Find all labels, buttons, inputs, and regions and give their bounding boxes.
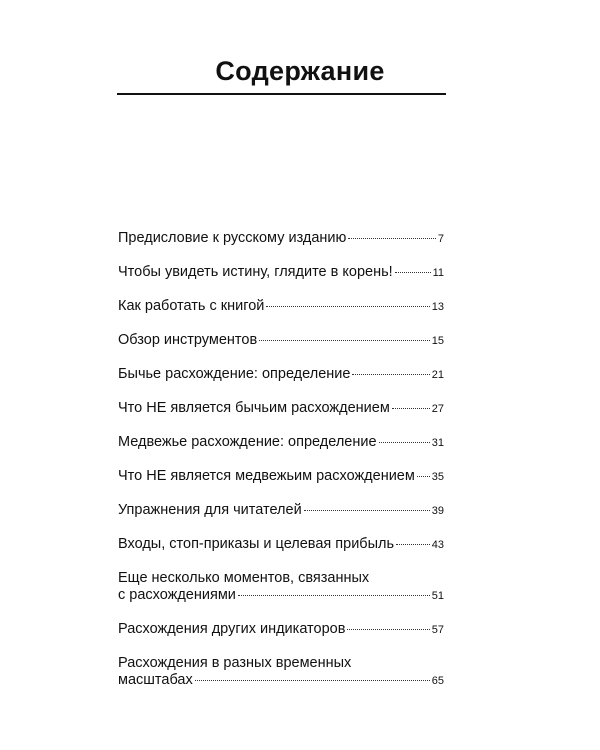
toc-entry[interactable] bbox=[118, 400, 444, 418]
toc-page-number: 65 bbox=[431, 675, 444, 687]
toc-entry-title: Упражнения для читателей bbox=[118, 502, 302, 518]
toc-entry-title: Предисловие к русскому изданию bbox=[118, 230, 347, 246]
toc-entry[interactable] bbox=[118, 468, 444, 486]
toc-entry-title: масштабах bbox=[118, 672, 193, 688]
toc-dot-leader bbox=[266, 306, 429, 307]
toc-entry-title: Бычье расхождение: определение bbox=[118, 366, 351, 382]
toc-entry[interactable] bbox=[118, 502, 444, 520]
toc-entry-title-line1: Расхождения в разных временных bbox=[118, 655, 352, 671]
table-of-contents bbox=[118, 230, 444, 706]
toc-entry[interactable] bbox=[118, 332, 444, 350]
toc-entry-title: Обзор инструментов bbox=[118, 332, 258, 348]
toc-dot-leader bbox=[396, 544, 430, 545]
toc-page-number: 35 bbox=[431, 471, 444, 483]
toc-entry-title: Чтобы увидеть истину, глядите в корень! bbox=[118, 264, 393, 280]
toc-page-number: 7 bbox=[437, 233, 444, 245]
title-underline bbox=[117, 93, 446, 95]
toc-dot-leader bbox=[238, 595, 430, 596]
toc-dot-leader bbox=[259, 340, 430, 341]
page-title: Содержание bbox=[215, 56, 385, 86]
toc-entry-title-line1: Еще несколько моментов, связанных bbox=[118, 570, 370, 586]
toc-dot-leader bbox=[304, 510, 430, 511]
toc-dot-leader bbox=[347, 629, 429, 630]
toc-entry-title: Что НЕ является медвежьим расхождением bbox=[118, 468, 415, 484]
toc-entry-title: Что НЕ является бычьим расхождением bbox=[118, 400, 390, 416]
toc-dot-leader bbox=[395, 272, 431, 273]
toc-dot-leader bbox=[379, 442, 430, 443]
toc-entry-title: Медвежье расхождение: определение bbox=[118, 434, 377, 450]
toc-entry-title: с расхождениями bbox=[118, 587, 236, 603]
toc-page-number: 31 bbox=[431, 437, 444, 449]
toc-entry[interactable] bbox=[118, 536, 444, 554]
toc-page-number: 11 bbox=[432, 267, 444, 279]
toc-entry[interactable] bbox=[118, 621, 444, 639]
toc-page-number: 15 bbox=[431, 335, 444, 347]
toc-dot-leader bbox=[417, 476, 430, 477]
toc-entry[interactable] bbox=[118, 570, 444, 605]
toc-entry[interactable] bbox=[118, 434, 444, 452]
toc-entry-title: Как работать с книгой bbox=[118, 298, 265, 314]
toc-dot-leader bbox=[348, 238, 435, 239]
toc-entry[interactable] bbox=[118, 264, 444, 282]
toc-entry[interactable] bbox=[118, 655, 444, 690]
toc-page-number: 39 bbox=[431, 505, 444, 517]
toc-page-number: 13 bbox=[431, 301, 444, 313]
toc-dot-leader bbox=[195, 680, 430, 681]
toc-entry-title: Расхождения других индикаторов bbox=[118, 621, 346, 637]
toc-entry-title: Входы, стоп-приказы и целевая прибыль bbox=[118, 536, 395, 552]
toc-page-number: 43 bbox=[431, 539, 444, 551]
toc-entry[interactable] bbox=[118, 230, 444, 248]
toc-dot-leader bbox=[392, 408, 430, 409]
toc-entry[interactable] bbox=[118, 298, 444, 316]
toc-page-number: 21 bbox=[431, 369, 444, 381]
toc-page-number: 57 bbox=[431, 624, 444, 636]
toc-dot-leader bbox=[352, 374, 429, 375]
toc-page-number: 27 bbox=[431, 403, 444, 415]
toc-entry[interactable] bbox=[118, 366, 444, 384]
toc-page-number: 51 bbox=[431, 590, 444, 602]
